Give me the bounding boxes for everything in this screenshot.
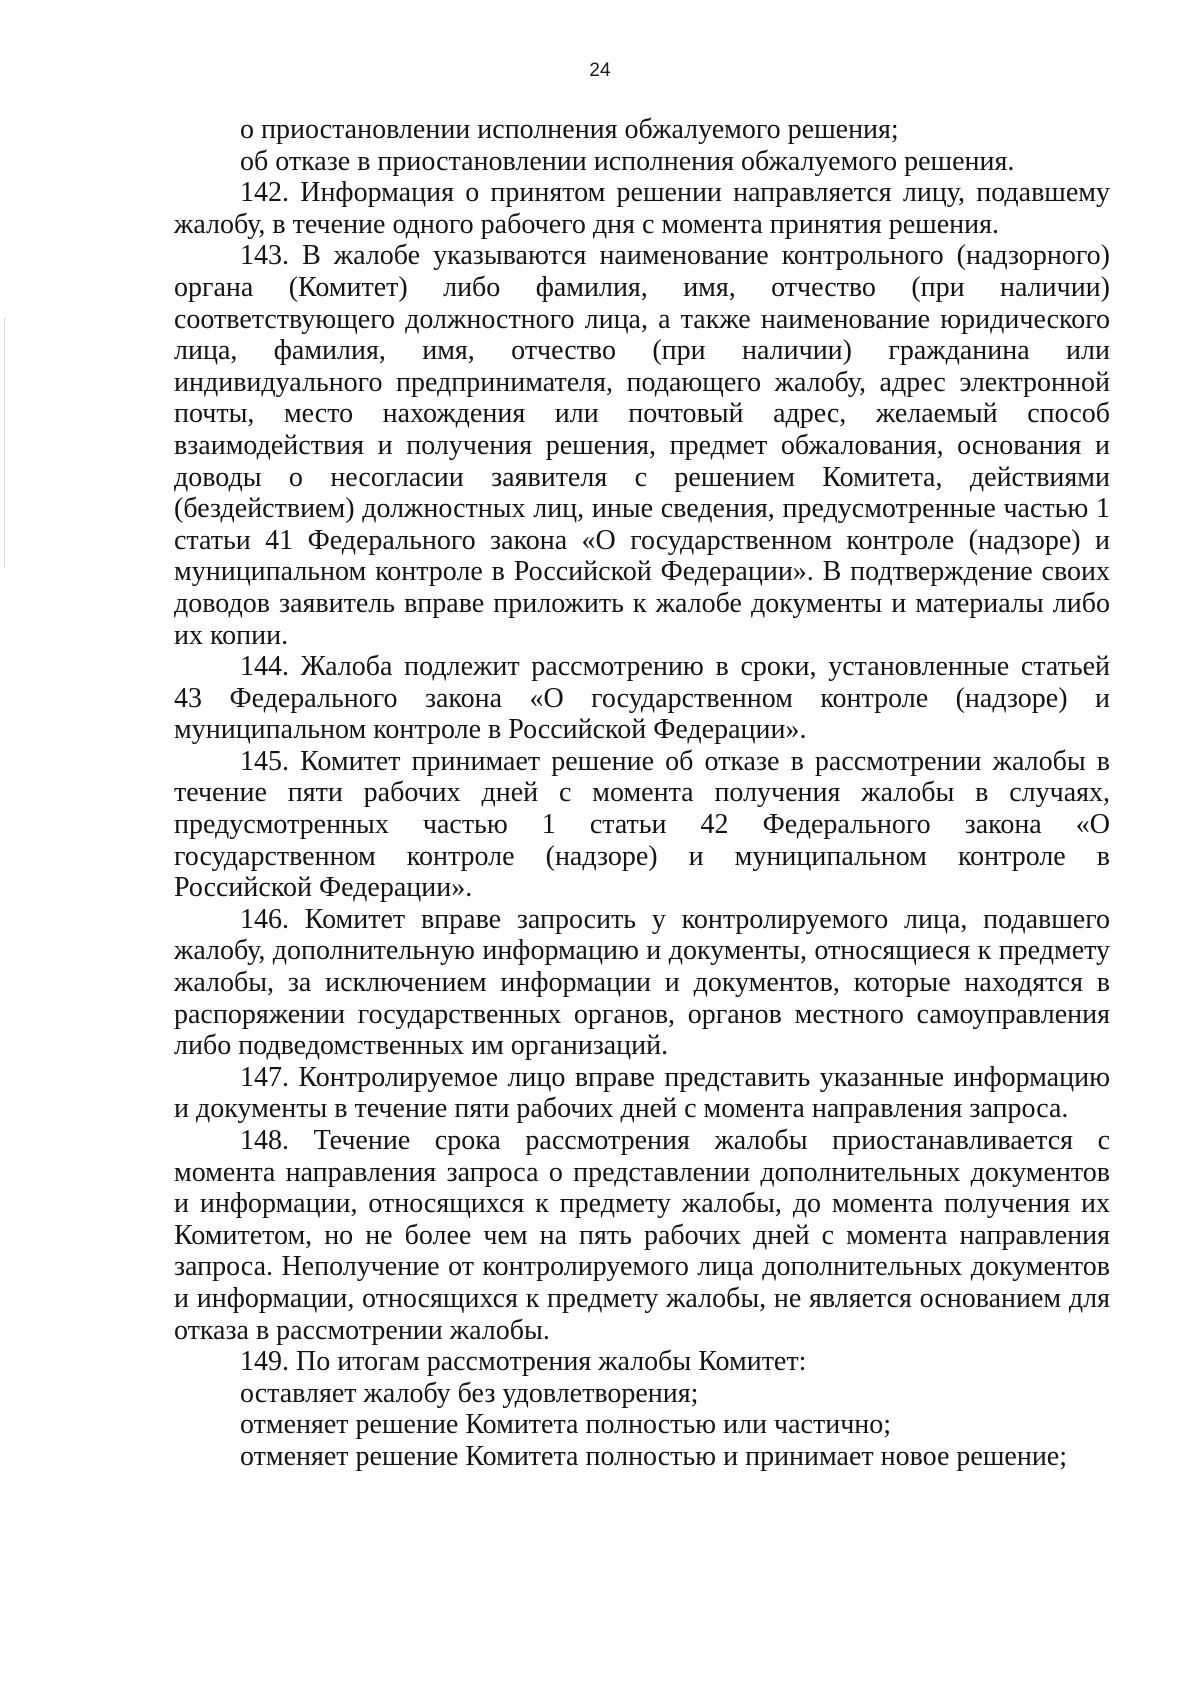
paragraph-147: 147. Контролируемое лицо вправе представить указанные информацию и документы в течение пяти рабочих дней с момента направления запроса. — [174, 1061, 1110, 1125]
paragraph-145: 145. Комитет принимает решение об отказе в рассмотрении жалобы в течение пяти рабочих дней с момента получения жалобы в случаях, предусмотренных частью 1 статьи 42 Федерального закона «О государственном контроле (надзоре) и муниципальном контроле в Российской Федерации». — [174, 745, 1110, 904]
list-item-refuse-suspend: об отказе в приостановлении исполнения обжалуемого решения. — [240, 145, 1015, 177]
paragraph-142: 142. Информация о принятом решении направляется лицу, подавшему жалобу, в течение одного рабочего дня с момента принятия решения. — [174, 177, 1110, 240]
page-number: 24 — [589, 60, 611, 81]
scan-edge-mark — [4, 318, 5, 568]
list-item-leave: оставляет жалобу без удовлетворения; — [240, 1377, 699, 1409]
paragraph-146: 146. Комитет вправе запросить у контролируемого лица, подавшего жалобу, дополнительную информацию и документы, относящиеся к предмету жалобы, за исключением информации и документов, которые находятся в распоряжении государственных органов, органов местного самоуправления либо подведомственных им организаций. — [174, 903, 1110, 1062]
paragraph-148: 148. Течение срока рассмотрения жалобы приостанавливается с момента направления запроса о представлении дополнительных документов и информации, относящихся к предмету жалобы, до момента получения их Комитетом, но не более чем на пять рабочих дней с момента направления запроса. Неполучение от контролируемого лица дополнительных документов и информации, относящихся к предмету жалобы, не является основанием для отказа в рассмотрении жалобы. — [174, 1125, 1110, 1346]
list-item-suspend: о приостановлении исполнения обжалуемого решения; — [240, 114, 899, 145]
paragraph-143: 143. В жалобе указываются наименование контрольного (надзорного) органа (Комитет) либо фамилия, имя, отчество (при наличии) соответствующего должностного лица, а также наименование юридического лица, фамилия, имя, отчество (при наличии) гражданина или индивидуального предпринимателя, подающего жалобу, адрес электронной почты, место нахождения или почтовый адрес, желаемый способ взаимодействия и получения решения, предмет обжалования, основания и доводы о несогласии заявителя с решением Комитета, действиями (бездействием) должностных лиц, иные сведения, предусмотренные частью 1 статьи 41 Федерального закона «О государственном контроле (надзоре) и муниципальном контроле в Российской Федерации». В подтверждение своих доводов заявитель вправе приложить к жалобе документы и материалы либо их копии. — [174, 240, 1110, 651]
document-body — [174, 114, 1110, 1473]
list-item-cancel-partial: отменяет решение Комитета полностью или частично; — [240, 1409, 892, 1441]
list-item-cancel-new: отменяет решение Комитета полностью и принимает новое решение; — [240, 1440, 1068, 1472]
paragraph-144: 144. Жалоба подлежит рассмотрению в сроки, установленные статьей 43 Федерального закона «О государственном контроле (надзоре) и муниципальном контроле в Российской Федерации». — [174, 651, 1110, 746]
paragraph-149: 149. По итогам рассмотрения жалобы Комитет: — [240, 1346, 807, 1378]
